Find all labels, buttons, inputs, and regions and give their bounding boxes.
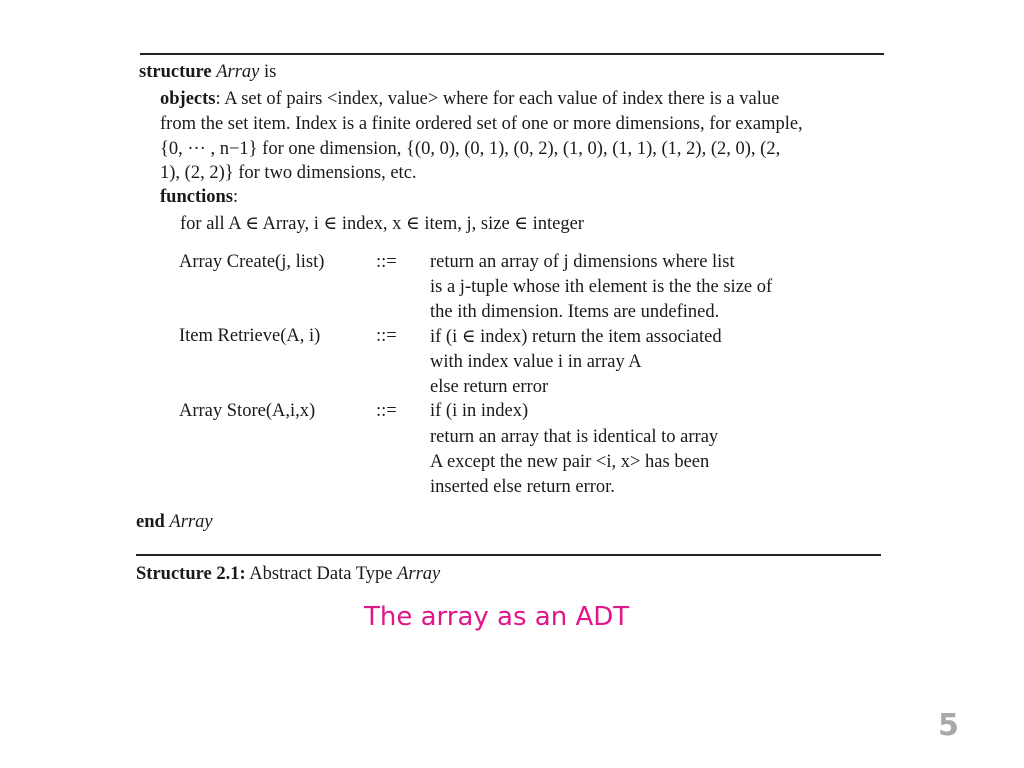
op-store-operator: ::= [376,401,397,421]
op-create-desc-3: the ith dimension. Items are undefined. [430,302,720,322]
functions-heading [160,188,238,207]
op-store-signature: Array Store(A,i,x) [179,401,316,421]
objects-line-3: {0, ··· , n−1} for one dimension, {(0, 0), (0, 1), (0, 2), (1, 0), (1, 1), (1, 2), (2, 0), (2, [160,139,781,159]
top-rule [140,53,884,55]
op-store-desc-3: A except the new pair <i, x> has been [430,452,710,472]
op-store-desc-2: return an array that is identical to array [430,427,719,447]
figure-caption-name: Array [397,564,441,584]
op-create-desc-2: is a j-tuple whose ith element is the the size of [430,277,773,297]
objects-line-4: 1), (2, 2)} for two dimensions, etc. [160,163,417,183]
op-retrieve-desc-3: else return error [430,377,549,397]
structure-footer [136,513,213,532]
structure-keyword: structure [139,62,212,82]
figure-caption-text: Abstract Data Type [249,564,393,584]
op-retrieve-desc-1: if (i ∈ index) return the item associated [430,327,722,347]
slide-caption: The array as an ADT [364,602,630,632]
figure-caption [136,565,440,584]
end-keyword: end [136,512,165,532]
page-number: 5 [938,708,959,743]
bottom-rule [136,554,881,556]
objects-line-1 [160,90,779,109]
op-create-signature: Array Create(j, list) [179,252,325,272]
structure-suffix: is [264,62,277,82]
objects-label: objects [160,89,216,109]
structure-name: Array [216,62,260,82]
op-store-desc-1: if (i in index) [430,401,529,421]
functions-label: functions [160,187,233,207]
functions-colon: : [233,187,239,207]
op-retrieve-signature: Item Retrieve(A, i) [179,326,321,346]
op-create-desc-1: return an array of j dimensions where list [430,252,735,272]
functions-forall: for all A ∈ Array, i ∈ index, x ∈ item, j, size ∈ integer [180,214,584,234]
structure-header [139,63,276,82]
end-name: Array [169,512,213,532]
op-retrieve-operator: ::= [376,326,397,346]
op-create-operator: ::= [376,252,397,272]
figure-caption-label: Structure 2.1: [136,564,246,584]
op-store-desc-4: inserted else return error. [430,477,615,497]
objects-line-2: from the set item. Index is a finite ordered set of one or more dimensions, for example, [160,114,803,134]
op-retrieve-desc-2: with index value i in array A [430,352,642,372]
objects-text-1: : A set of pairs <index, value> where for each value of index there is a value [215,89,780,109]
